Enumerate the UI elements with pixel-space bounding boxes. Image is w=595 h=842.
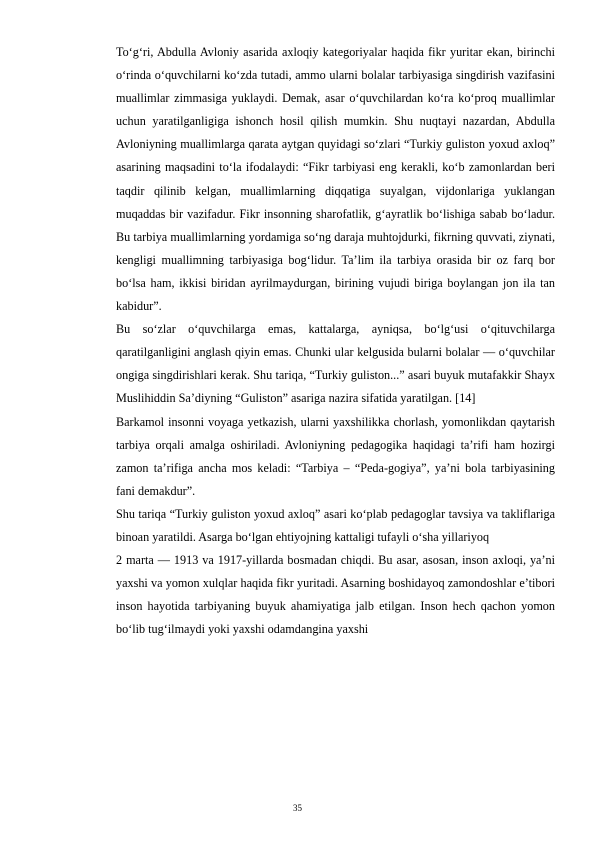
body-text [116, 41, 555, 641]
paragraph-1: To‘g‘ri, Abdulla Avloniy asarida axloqiy kategoriyalar haqida fikr yuritar ekan, birinchi o‘rinda o‘quvchilarni ko‘zda tutadi, ammo ularni bolalar tarbiyasiga singdirish vazifasini muallimlar zimmasiga yuklaydi. Demak, asar o‘quvchilardan ko‘ra ko‘proq muallimlar uchun yaratilganligiga ishonch hosil qilish mumkin. Shu nuqtayi nazardan, Abdulla Avloniyning muallimlarga qarata aytgan quyidagi so‘zlari “Turkiy guliston yoxud axloq” asarining maqsadini to‘la ifodalaydi: “Fikr tarbiyasi eng kerakli, ko‘b zamonlardan beri taqdir qilinib kelgan, muallimlarning diqqatiga suyalgan, vijdonlariga yuklangan muqaddas bir vazifadur. Fikr insonning sharofatlik, g‘ayratlik bo‘lishiga sabab bo‘ladur. Bu tarbiya muallimlarning yordamiga so‘ng daraja muhtojdurki, fikrning quvvati, ziynati, kengligi muallimning tarbiyasiga bog‘lidur. Ta’lim ila tarbiya orasida bir oz farq bor bo‘lsa ham, ikkisi biridan ayrilmaydurgan, birining vujudi biriga boylangan jon ila tan kabidur”. [116, 45, 555, 314]
paragraph-3: Barkamol insonni voyaga yetkazish, ularni yaxshilikka chorlash, yomonlikdan qaytarish tarbiya orqali amalga oshiriladi. Avloniyning pedagogika haqidagi ta’rifi ham hozirgi zamon ta’rifiga ancha mos keladi: “Tarbiya – “Peda-gogiya”, ya’ni bola tarbiyasining fani demakdur”. [116, 414, 555, 498]
paragraph-2: Bu so‘zlar o‘quvchilarga emas, kattalarga, ayniqsa, bo‘lg‘usi o‘qituvchilarga qaratilganligini anglash qiyin emas. Chunki ular kelgusida bularni bolalar — o‘quvchilar ongiga singdirishlari kerak. Shu tariqa, “Turkiy guliston...” asari buyuk mutafakkir Shayx Muslihiddin Sa’diyning “Guliston” asariga nazira sifatida yaratilgan. [14] [116, 322, 555, 406]
paragraph-4: Shu tariqa “Turkiy guliston yoxud axloq” asari ko‘plab pedagoglar tavsiya va takliflariga binoan yaratildi. Asarga bo‘lgan ehtiyojning kattaligi tufayli o‘sha yillariyoq [116, 506, 555, 544]
page-number: 35 [293, 803, 302, 813]
paragraph-5: 2 marta — 1913 va 1917-yillarda bosmadan chiqdi. Bu asar, asosan, inson axloqi, ya’ni yaxshi va yomon xulqlar haqida fikr yuritadi. Asarning boshidayoq zamondoshlar e’tibori inson hayotida tarbiyaning buyuk ahamiyatiga jalb etilgan. Inson hech qachon yomon bo‘lib tug‘ilmaydi yoki yaxshi odamdangina yaxshi [116, 553, 555, 637]
